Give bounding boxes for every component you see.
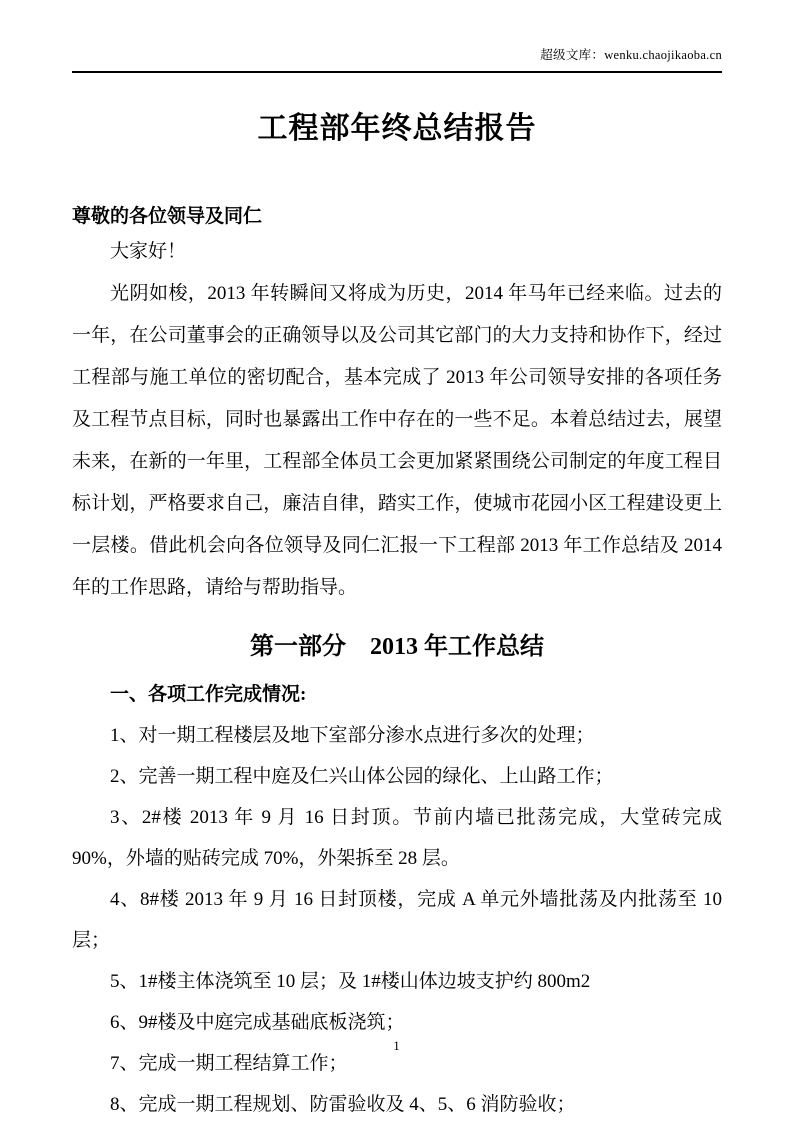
list-item-7: 7、完成一期工程结算工作；: [110, 1053, 348, 1074]
list-item-4: 4、8#楼 2013 年 9 月 16 日封顶楼，完成 A 单元外墙批荡及内批荡至 10 层；: [72, 889, 722, 951]
list-item-5: 5、1#楼主体浇筑至 10 层；及 1#楼山体边坡支护约 800m2: [110, 971, 591, 992]
document-body: [0, 203, 793, 1122]
list-item-2: 2、完善一期工程中庭及仁兴山体公园的绿化、上山路工作；: [110, 766, 614, 787]
page-header: [0, 0, 793, 73]
list-item-8: 8、完成一期工程规划、防雷验收及 4、5、6 消防验收；: [110, 1094, 576, 1115]
watermark-site-label: 超级文库：wenku.chaojikaoba.cn: [540, 48, 722, 62]
list-item-6: 6、9#楼及中庭完成基础底板浇筑；: [110, 1012, 405, 1033]
intro-paragraph: 光阴如梭，2013 年转瞬间又将成为历史，2014 年马年已经来临。过去的一年，在公司董事会的正确领导以及公司其它部门的大力支持和协作下，经过工程部与施工单位的密切配合，基本完成了 2013 年公司领导安排的各项任务及工程节点目标，同时也暴露出工作中存在的一些不足。本着总结过去，展望未来，在新的一年里，工程部全体员工会更加紧紧围绕公司制定的年度工程目标计划，严格要求自己，廉洁自律，踏实工作，使城市花园小区工程建设更上一层楼。借此机会向各位领导及同仁汇报一下工程部 2013 年工作总结及 2014 年的工作思路，请给与帮助指导。: [72, 283, 722, 598]
salutation-line: 尊敬的各位领导及同仁: [72, 206, 263, 227]
section1-subheading: 一、各项工作完成情况:: [110, 684, 307, 705]
section1-heading: 第一部分 2013 年工作总结: [250, 634, 544, 660]
page-number: 1: [393, 1038, 400, 1053]
header-rule: [72, 71, 722, 73]
greeting-paragraph: 大家好！: [110, 241, 187, 262]
list-item-3: 3、2#楼 2013 年 9 月 16 日封顶。节前内墙已批荡完成，大堂砖完成 90%，外墙的贴砖完成 70%，外架拆至 28 层。: [72, 807, 722, 869]
list-item-1: 1、对一期工程楼层及地下室部分渗水点进行多次的处理；: [110, 725, 595, 746]
document-title: 工程部年终总结报告: [257, 112, 537, 145]
